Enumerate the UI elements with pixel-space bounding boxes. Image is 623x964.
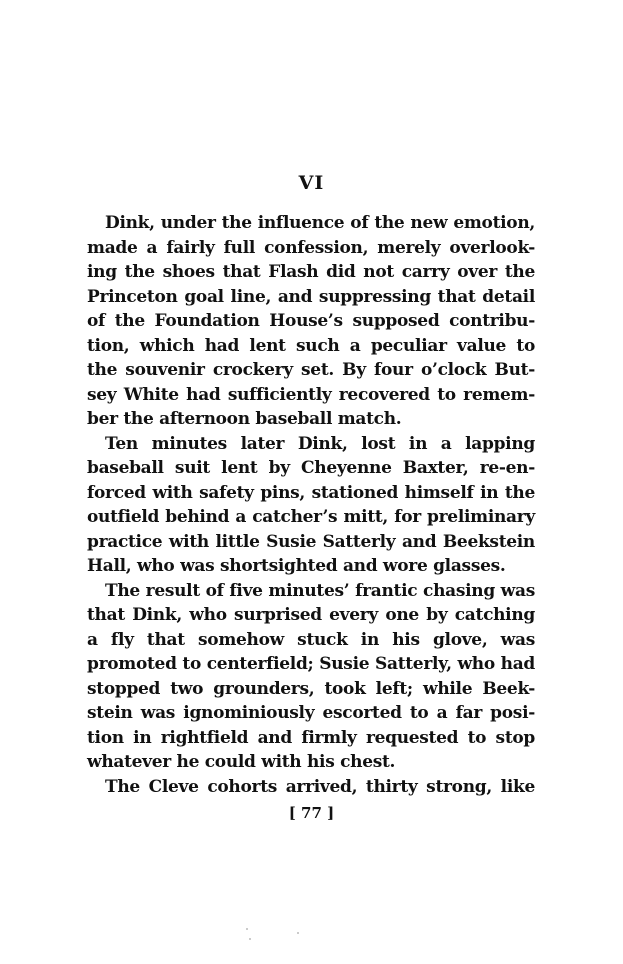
page-number: [ 77 ] bbox=[288, 804, 335, 822]
text-line: stein was ignominiously escorted to a far posi- bbox=[87, 703, 535, 723]
text-line: sey White had sufficiently recovered to remem- bbox=[87, 384, 535, 405]
text-line: Dink, under the influence of the new emotion, bbox=[105, 213, 535, 233]
text-line: of the Foundation House’s supposed contribu- bbox=[87, 311, 535, 331]
text-line: Ten minutes later Dink, lost in a lapping bbox=[105, 433, 535, 454]
paragraph-1 bbox=[87, 211, 535, 432]
text-line: tion, which had lent such a peculiar value to bbox=[87, 335, 535, 356]
text-line: The result of five minutes’ frantic chasing was bbox=[105, 580, 535, 601]
text-line: forced with safety pins, stationed himself in the bbox=[87, 482, 535, 503]
text-line: The Cleve cohorts arrived, thirty strong, like bbox=[105, 776, 535, 797]
text-line: baseball suit lent by Cheyenne Baxter, re-en- bbox=[87, 458, 535, 478]
text-line: Hall, who was shortsighted and wore glasses. bbox=[87, 556, 506, 576]
text-line: whatever he could with his chest. bbox=[87, 752, 396, 772]
paragraph-4 bbox=[87, 775, 535, 800]
chapter-heading: VI bbox=[298, 172, 325, 194]
text-line: ber the afternoon baseball match. bbox=[87, 409, 402, 429]
text-line: Princeton goal line, and suppressing that detail bbox=[87, 286, 535, 307]
text-line: stopped two grounders, took left; while Beek- bbox=[87, 678, 535, 699]
paragraph-3 bbox=[87, 579, 535, 775]
text-line: made a fairly full confession, merely overlook- bbox=[87, 237, 535, 258]
text-line: a fly that somehow stuck in his glove, was bbox=[87, 629, 535, 650]
text-line: practice with little Susie Satterly and Beekstein bbox=[87, 531, 535, 552]
body-text bbox=[87, 211, 535, 799]
scan-speck bbox=[297, 932, 299, 934]
text-line: tion in rightfield and firmly requested to stop bbox=[87, 727, 535, 748]
text-line: outfield behind a catcher’s mitt, for preliminary bbox=[87, 507, 535, 527]
text-line: ing the shoes that Flash did not carry over the bbox=[87, 262, 535, 282]
scan-speck bbox=[249, 938, 251, 940]
text-line: promoted to centerfield; Susie Satterly, who had bbox=[87, 654, 535, 674]
scan-speck bbox=[246, 928, 248, 930]
text-line: the souvenir crockery set. By four o’clock But- bbox=[87, 360, 535, 380]
paragraph-2 bbox=[87, 432, 535, 579]
text-line: that Dink, who surprised every one by catching bbox=[87, 605, 535, 625]
